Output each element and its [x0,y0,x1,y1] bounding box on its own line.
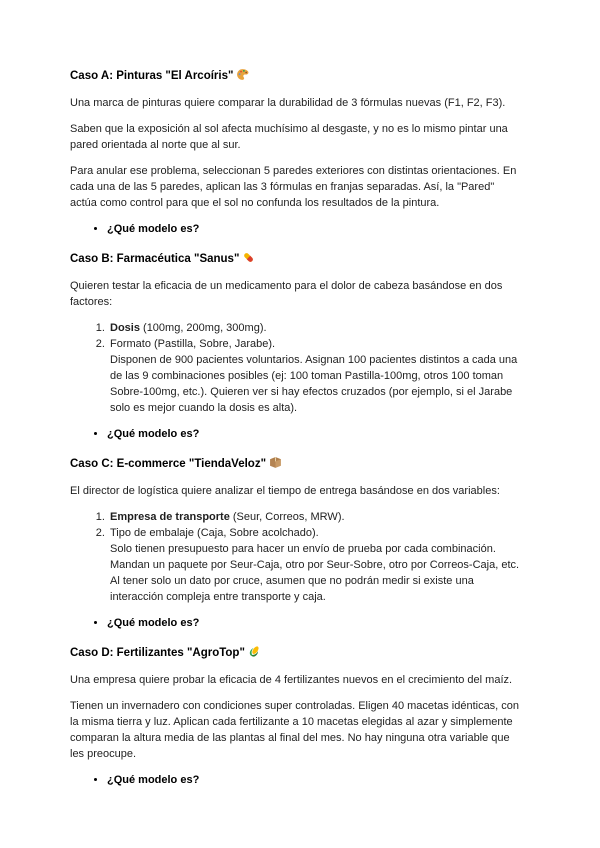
case-c-factor-2 [108,525,522,605]
section-caso-d [70,645,522,788]
case-c-factor-1-rest: (Seur, Correos, MRW). [229,511,345,523]
case-c-heading-text: Caso C: E-commerce "TiendaVeloz" [70,458,267,470]
palette-icon [236,68,249,81]
case-a-heading-text: Caso A: Pinturas "El Arcoíris" [70,70,234,82]
case-c-question-list [70,615,522,631]
case-b-factor-list [70,320,522,416]
case-a-paragraph-1: Una marca de pinturas quiere comparar la durabilidad de 3 fórmulas nuevas (F1, F2, F3). [70,97,506,109]
case-c-factor-2-detail: Solo tienen presupuesto para hacer un envío de prueba por cada combinación. Mandan un paquete por Seur-Caja, otro por Seur-Sobre, otro por Correos-Caja, etc. Al tener solo un dato por cruce, asumen que no podrán medir si existe una interacción compleja entre transporte y caja. [110,543,520,603]
case-c-factor-2-rest: Tipo de embalaje (Caja, Sobre acolchado). [110,527,319,539]
case-c-factor-1-lead: Empresa de transporte [110,511,230,523]
case-a-question-list [70,221,522,237]
case-a-heading [70,68,522,85]
pill-icon [242,251,255,264]
case-c-question: • ¿Qué modelo es? [107,615,522,631]
case-b-factor-2-rest: Formato (Pastilla, Sobre, Jarabe). [110,338,276,350]
case-c-intro: El director de logística quiere analizar el tiempo de entrega basándose en dos variables: [70,485,500,497]
package-icon [269,456,282,469]
case-b-heading [70,251,522,268]
case-c-factor-1 [108,509,522,525]
case-d-question-list [70,772,522,788]
case-d-paragraph-2: Tienen un invernadero con condiciones super controladas. Eligen 40 macetas idénticas, con la misma tierra y luz. Aplican cada fertilizante a 10 macetas elegidas al azar y simplemente comparan la altura media de las plantas al final del mes. No hay ninguna otra variable que les preocupe. [70,700,520,760]
case-d-question: • ¿Qué modelo es? [107,772,522,788]
case-b-factor-1-rest: (100mg, 200mg, 300mg). [139,322,267,334]
case-a-paragraph-2: Saben que la exposición al sol afecta muchísimo al desgaste, y no es lo mismo pintar una pared orientada al norte que al sur. [70,123,508,151]
case-b-factor-2-detail: Disponen de 900 pacientes voluntarios. Asignan 100 pacientes distintos a cada una de las 9 combinaciones posibles (ej: 100 toman Pastilla-100mg, otros 100 toman Sobre-100mg, etc.). Quieren ver si hay efectos cruzados (por ejemplo, si el Jarabe solo es mejor cuando la dosis es alta). [110,354,518,414]
case-b-intro: Quieren testar la eficacia de un medicamento para el dolor de cabeza basándose en dos factores: [70,280,503,308]
case-b-factor-1 [108,320,522,336]
case-b-heading-text: Caso B: Farmacéutica "Sanus" [70,253,240,265]
section-caso-a [70,68,522,237]
case-b-question: • ¿Qué modelo es? [107,426,522,442]
case-b-factor-1-lead: Dosis [110,322,140,334]
section-caso-c [70,456,522,631]
case-d-heading-text: Caso D: Fertilizantes "AgroTop" [70,647,245,659]
case-b-question-list [70,426,522,442]
case-c-heading [70,456,522,473]
case-c-factor-list [70,509,522,605]
case-a-question: • ¿Qué modelo es? [107,221,522,237]
case-a-paragraph-3: Para anular ese problema, seleccionan 5 paredes exteriores con distintas orientaciones. En cada una de las 5 paredes, aplican las 3 fórmulas en franjas separadas. Así, la "Pared" actúa como control para que el sol no confunda los resultados de la pintura. [70,165,517,209]
case-d-heading [70,645,522,662]
section-caso-b [70,251,522,442]
case-b-factor-2 [108,336,522,416]
corn-icon [248,645,261,658]
case-d-paragraph-1: Una empresa quiere probar la eficacia de 4 fertilizantes nuevos en el crecimiento del maíz. [70,674,513,686]
